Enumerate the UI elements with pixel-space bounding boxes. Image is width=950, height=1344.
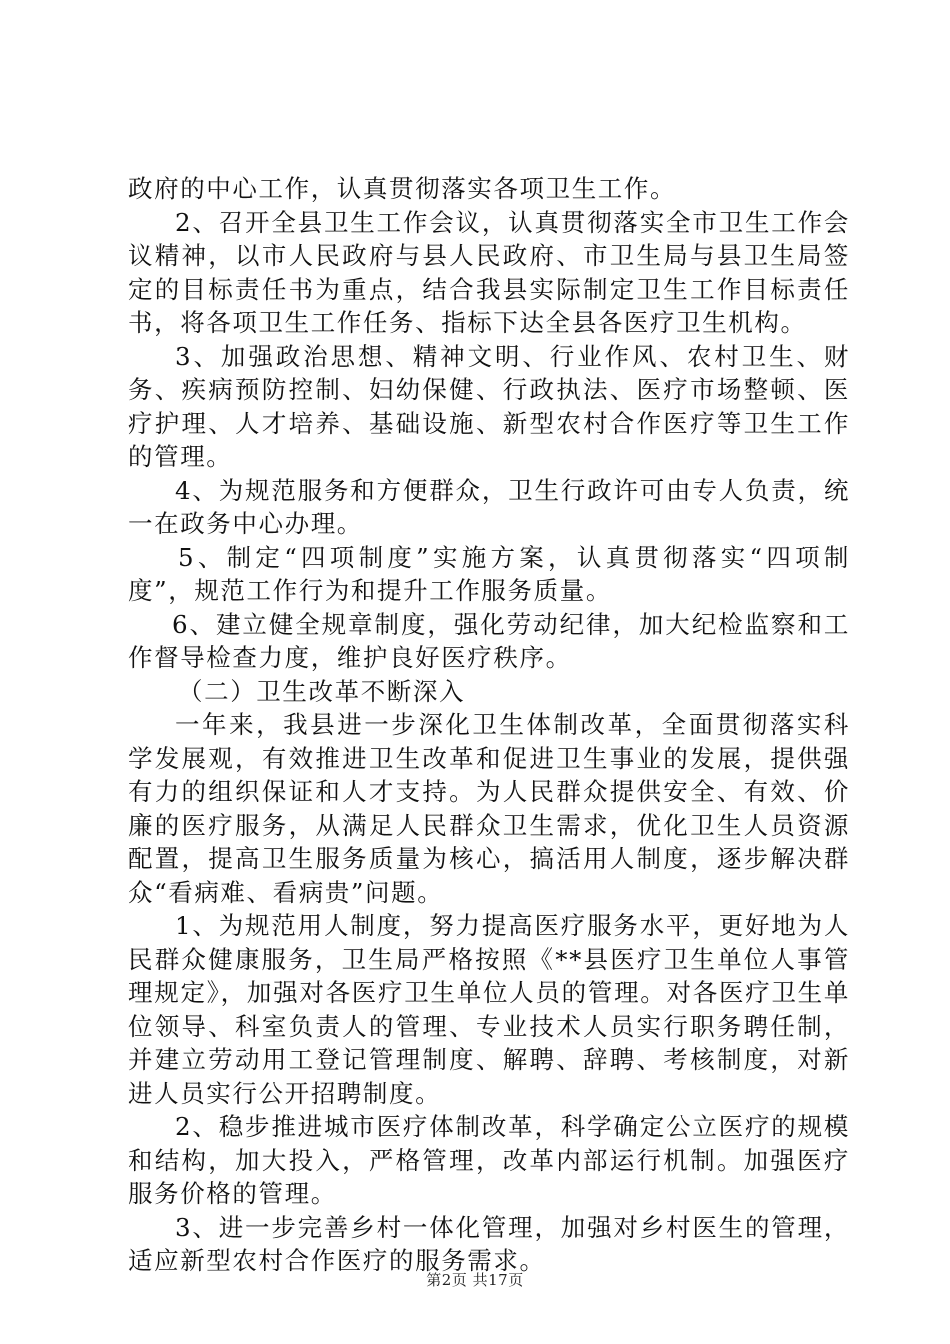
- paragraph-reform-2: 2、稳步推进城市医疗体制改革，科学确定公立医疗的规模和结构，加大投入，严格管理，改革内部运行机制。加强医疗服务价格的管理。: [128, 1112, 850, 1208]
- paragraph-item-5: 5、制定“四项制度”实施方案，认真贯彻落实“四项制度”，规范工作行为和提升工作服务质量。: [128, 542, 850, 605]
- paragraph-item-6: 6、建立健全规章制度，强化劳动纪律，加大纪检监察和工作督导检查力度，维护良好医疗秩序。: [128, 609, 850, 672]
- paragraph-item-4: 4、为规范服务和方便群众，卫生行政许可由专人负责，统一在政务中心办理。: [128, 475, 850, 538]
- paragraph-reform-3: 3、进一步完善乡村一体化管理，加强对乡村医生的管理，适应新型农村合作医疗的服务需求。: [128, 1212, 850, 1275]
- document-body: [128, 172, 850, 1278]
- paragraph-reform-1: 1、为规范用人制度，努力提高医疗服务水平，更好地为人民群众健康服务，卫生局严格按照《**县医疗卫生单位人事管理规定》，加强对各医疗卫生单位人员的管理。对各医疗卫生单位领导、科室负责人的管理、专业技术人员实行职务聘任制，并建立劳动用工登记管理制度、解聘、辞聘、考核制度，对新进人员实行公开招聘制度。: [128, 911, 850, 1108]
- paragraph-item-2: 2、召开全县卫生工作会议，认真贯彻落实全市卫生工作会议精神，以市人民政府与县人民政府、市卫生局与县卫生局签定的目标责任书为重点，结合我县实际制定卫生工作目标责任书，将各项卫生工作任务、指标下达全县各医疗卫生机构。: [128, 207, 850, 337]
- paragraph-section-intro: 一年来，我县进一步深化卫生体制改革，全面贯彻落实科学发展观，有效推进卫生改革和促进卫生事业的发展，提供强有力的组织保证和人才支持。为人民群众提供安全、有效、价廉的医疗服务，从满足人民群众卫生需求，优化卫生人员资源配置，提高卫生服务质量为核心，搞活用人制度，逐步解决群众“看病难、看病贵”问题。: [128, 710, 850, 907]
- page-number-footer: 第2页 共17页: [426, 1271, 524, 1289]
- paragraph-item-3: 3、加强政治思想、精神文明、行业作风、农村卫生、财务、疾病预防控制、妇幼保健、行政执法、医疗市场整顿、医疗护理、人才培养、基础设施、新型农村合作医疗等卫生工作的管理。: [128, 341, 850, 471]
- section-heading: （二）卫生改革不断深入: [178, 676, 466, 706]
- paragraph-continuation: 政府的中心工作，认真贯彻落实各项卫生工作。: [128, 174, 677, 203]
